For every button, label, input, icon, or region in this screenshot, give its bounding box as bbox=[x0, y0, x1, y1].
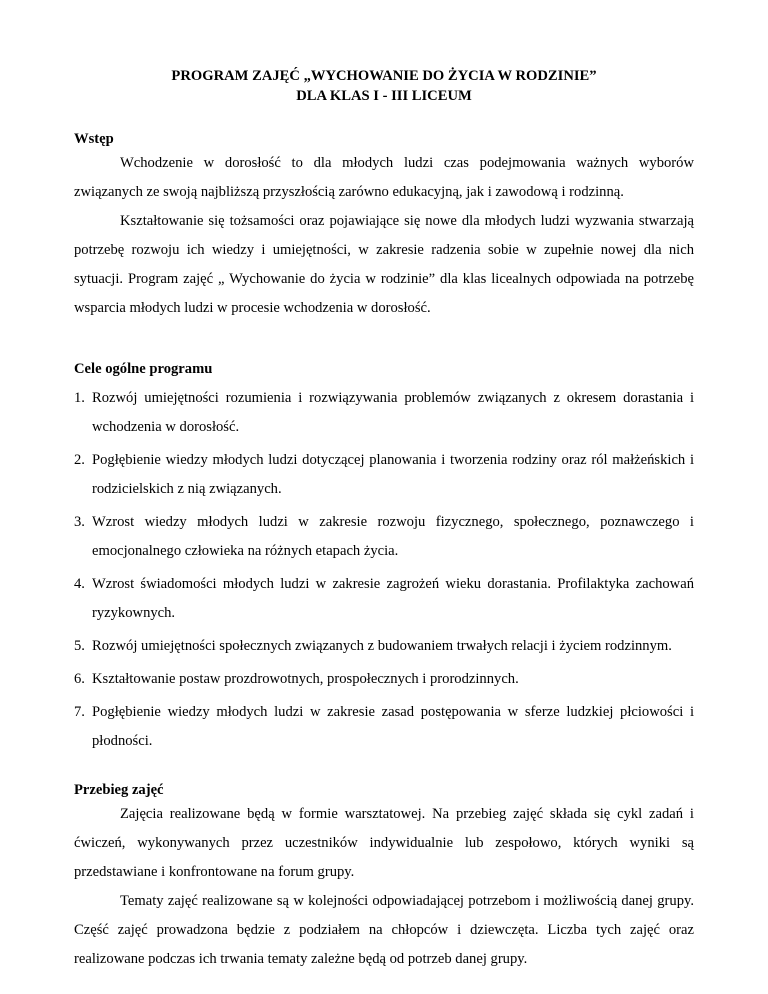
goals-heading: Cele ogólne programu bbox=[74, 361, 213, 377]
goal-number: 4. bbox=[74, 576, 85, 592]
document-page bbox=[74, 66, 694, 974]
goal-number: 5. bbox=[74, 638, 85, 654]
intro-paragraph-2: Kształtowanie się tożsamości oraz pojawiające się nowe dla młodych ludzi wyzwania stwarzają potrzebę rozwoju ich wiedzy i umiejętności, w zakresie radzenia sobie w zupełnie nowej dla nich sytuacji. Program zajęć „ Wychowanie do życia w rodzinie” dla klas licealnych odpowiada na potrzebę wsparcia młodych ludzi w procesie wchodzenia w dorosłość. bbox=[74, 213, 694, 316]
intro-heading: Wstęp bbox=[74, 131, 114, 147]
document-title-line-2: DLA KLAS I - III LICEUM bbox=[296, 88, 472, 104]
goal-item-4 bbox=[74, 570, 694, 628]
goal-text: Wzrost wiedzy młodych ludzi w zakresie rozwoju fizycznego, społecznego, poznawczego i emocjonalnego człowieka na różnych etapach życia. bbox=[92, 514, 694, 559]
goal-item-6 bbox=[74, 665, 694, 694]
course-heading: Przebieg zajęć bbox=[74, 782, 164, 798]
goal-text: Pogłębienie wiedzy młodych ludzi dotyczącej planowania i tworzenia rodziny oraz ról małżeńskich i rodzicielskich z nią związanych. bbox=[92, 452, 694, 497]
goal-number: 1. bbox=[74, 390, 85, 406]
goal-number: 6. bbox=[74, 671, 85, 687]
goal-item-2 bbox=[74, 446, 694, 504]
goals-list bbox=[74, 384, 694, 756]
goal-number: 2. bbox=[74, 452, 85, 468]
goal-item-5 bbox=[74, 632, 694, 661]
goal-text: Rozwój umiejętności społecznych związanych z budowaniem trwałych relacji i życiem rodzinnym. bbox=[92, 638, 672, 654]
course-paragraph-1: Zajęcia realizowane będą w formie warsztatowej. Na przebieg zajęć składa się cykl zadań i ćwiczeń, wykonywanych przez uczestników indywidualnie lub zespołowo, których wyniki są przedstawiane i konfrontowane na forum grupy. bbox=[74, 806, 694, 880]
goal-item-7 bbox=[74, 698, 694, 756]
intro-paragraph-1: Wchodzenie w dorosłość to dla młodych ludzi czas podejmowania ważnych wyborów związanych ze swoją najbliższą przyszłością zarówno edukacyjną, jak i zawodową i rodzinną. bbox=[74, 155, 694, 200]
goal-number: 7. bbox=[74, 704, 85, 720]
goal-item-1 bbox=[74, 384, 694, 442]
goal-number: 3. bbox=[74, 514, 85, 530]
goal-text: Wzrost świadomości młodych ludzi w zakresie zagrożeń wieku dorastania. Profilaktyka zachowań ryzykownych. bbox=[92, 576, 694, 621]
document-title-line-1: PROGRAM ZAJĘĆ „WYCHOWANIE DO ŻYCIA W RODZINIE” bbox=[171, 68, 597, 84]
goal-text: Pogłębienie wiedzy młodych ludzi w zakresie zasad postępowania w sferze ludzkiej płciowości i płodności. bbox=[92, 704, 694, 749]
goal-text: Kształtowanie postaw prozdrowotnych, prospołecznych i prorodzinnych. bbox=[92, 671, 519, 687]
goal-text: Rozwój umiejętności rozumienia i rozwiązywania problemów związanych z okresem dorastania i wchodzenia w dorosłość. bbox=[92, 390, 694, 435]
goal-item-3 bbox=[74, 508, 694, 566]
course-paragraph-2: Tematy zajęć realizowane są w kolejności odpowiadającej potrzebom i możliwością danej grupy. Część zajęć prowadzona będzie z podziałem na chłopców i dziewczęta. Liczba tych zajęć oraz realizowane podczas ich trwania tematy zależne będą od potrzeb danej grupy. bbox=[74, 893, 694, 967]
